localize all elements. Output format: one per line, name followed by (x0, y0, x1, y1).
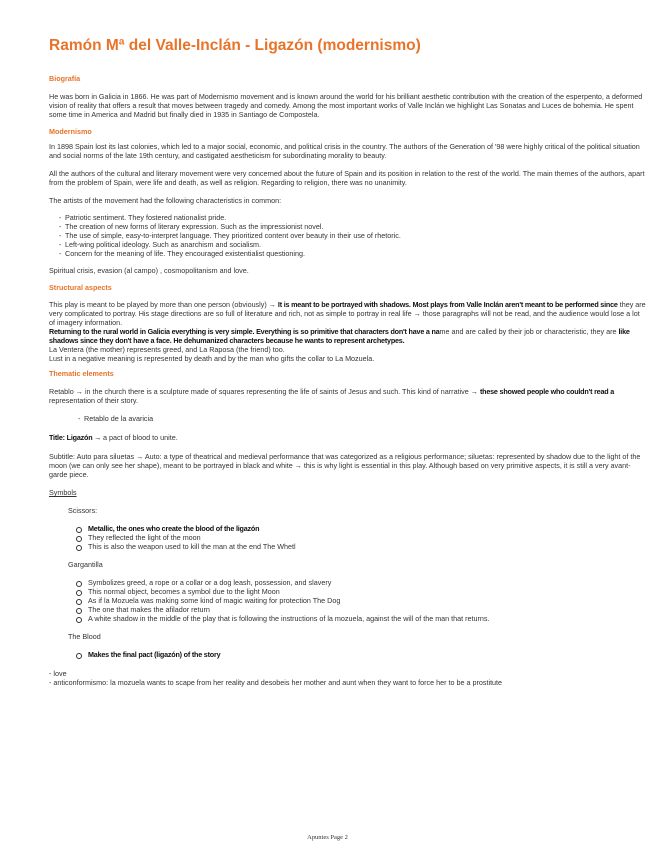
title-meaning: a pact of blood to unite. (102, 433, 178, 442)
list-item: The one that makes the afilador return (68, 605, 647, 614)
structural-bold-text: It is meant to be portrayed with shadows. Most plays from Valle Inclán aren't meant to be performed since (277, 300, 618, 309)
modernismo-paragraph-4: Spiritual crisis, evasion (al campo) , cosmopolitanism and love. (49, 266, 249, 275)
thematic-heading: Thematic elements (49, 369, 114, 378)
gargantilla-label: Gargantilla (68, 560, 103, 569)
gargantilla-list (49, 578, 647, 623)
retablo-text: representation of their story. (49, 396, 138, 405)
retablo-text: Retablo → in the church there is a sculpture made of squares representing the life of saints of Jesus and such. This kind of narrative → (49, 387, 480, 396)
list-item: They reflected the light of the moon (68, 533, 647, 542)
list-item: - Patriotic sentiment. They fostered nationalist pride. (49, 213, 647, 222)
list-item: This normal object, becomes a symbol due to the light Moon (68, 587, 647, 596)
structural-text: me and are called by their job or characteristic, they are (439, 327, 619, 336)
structural-text: they are very complicated to portray. His stage directions are so full of literature and rich, not as simple to portray in real life → those paragraphs will not be read, and the audience would lose a lot of imagery information. (49, 300, 646, 327)
scissors-list (49, 524, 647, 551)
subtitle-paragraph: Subtitle: Auto para siluetas → Auto: a type of theatrical and medieval performance that was categorized as a religious performance; siluetas: represented by shadow due to the light of the moon (we can only see her shape), meant to be portrayed in black and white → this is why light is essential in this play. Although based on very primitive aspects, it is still a very avant-garde piece. (49, 452, 641, 479)
structural-bold-text: Returning to the rural world in Galicia everything is very simple. Everything is so primitive that characters don't have a na (49, 327, 440, 336)
retablo-paragraph (49, 387, 647, 405)
title-label: Title: Ligazón → (49, 433, 103, 442)
list-item: - The creation of new forms of literary expression. Such as the impressionist novel. (49, 222, 647, 231)
modernismo-heading: Modernismo (49, 127, 92, 136)
list-item: - Retablo de la avaricia (68, 414, 647, 423)
anticonformismo-line: - anticonformismo: la mozuela wants to scape from her reality and desobeis her mother and aunt when they want to force her to be a prostitute (49, 678, 503, 687)
structural-paragraph-3: La Ventera (the mother) represents greed, and La Raposa (the friend) too. (49, 345, 285, 354)
biografia-text: He was born in Galicia in 1866. He was part of Modernismo movement and is known around the world for his brilliant aesthetic contribution with the creation of the esperpento, a deformed vision of reality that offers a result that moves between tragedy and comedy. Among the most important works of Valle Inclán we highlight Las Sonatas and Luces de bohemia. He spent some time in America and Madrid but finally died in 1935 in Santiago de Compostela. (49, 92, 643, 119)
structural-paragraph-2 (49, 327, 647, 345)
love-line: - love (49, 669, 67, 678)
title-line (49, 433, 647, 442)
page-title: Ramón Mª del Valle-Inclán - Ligazón (modernismo) (49, 37, 421, 54)
scissors-label: Scissors: (68, 506, 98, 515)
biografia-heading: Biografía (49, 74, 81, 83)
structural-bold-text: like shadows since they don't have a face. He dehumanized characters because he wants to represent archetypes. (49, 327, 630, 345)
modernismo-paragraph-2: All the authors of the cultural and literary movement were very concerned about the future of Spain and its position in relation to the rest of the world. The main themes of the authors, apart from the problem of Spain, were life and death, as well as religion. Regarding to religion, there was no unanimity. (49, 169, 645, 187)
page-footer: Apuntes Page 2 (307, 834, 348, 841)
list-item: Makes the final pact (ligazón) of the story (68, 650, 647, 659)
retablo-list (49, 414, 647, 423)
list-item: Symbolizes greed, a rope or a collar or a dog leash, possession, and slavery (68, 578, 647, 587)
structural-heading: Structural aspects (49, 283, 112, 292)
list-item: As if la Mozuela was making some kind of magic waiting for protection The Dog (68, 596, 647, 605)
structural-text: This play is meant to be played by more than one person (obviously) → (49, 300, 278, 309)
modernismo-paragraph-1: In 1898 Spain lost its last colonies, which led to a major social, economic, and political crisis in the country. The authors of the Generation of '98 were highly critical of the political situation and social norms of the late 19th century, and castigated aestheticism for subordinating morality to beauty. (49, 142, 640, 160)
list-item: Metallic, the ones who create the blood of the ligazón (68, 524, 647, 533)
list-item: - Left-wing political ideology. Such as anarchism and socialism. (49, 240, 647, 249)
characteristics-list (49, 213, 647, 258)
modernismo-paragraph-3: The artists of the movement had the following characteristics in common: (49, 196, 282, 205)
retablo-bold-text: these showed people who couldn't read a (479, 387, 615, 396)
list-item: - The use of simple, easy-to-interpret language. They prioritized content over beauty in their use of rhetoric. (49, 231, 647, 240)
structural-paragraph-4: Lust in a negative meaning is represented by death and by the man who gifts the collar to La Mozuela. (49, 354, 375, 363)
structural-paragraph-1 (49, 300, 647, 327)
symbols-heading: Symbols (49, 488, 77, 497)
list-item: - Concern for the meaning of life. They encouraged existentialist questioning. (49, 249, 647, 258)
blood-list (49, 650, 647, 659)
list-item: This is also the weapon used to kill the man at the end The Whetl (68, 542, 647, 551)
blood-label: The Blood (68, 632, 101, 641)
list-item: A white shadow in the middle of the play that is following the instructions of la mozuela, against the will of the man that returns. (68, 614, 647, 623)
document-body (49, 74, 647, 687)
